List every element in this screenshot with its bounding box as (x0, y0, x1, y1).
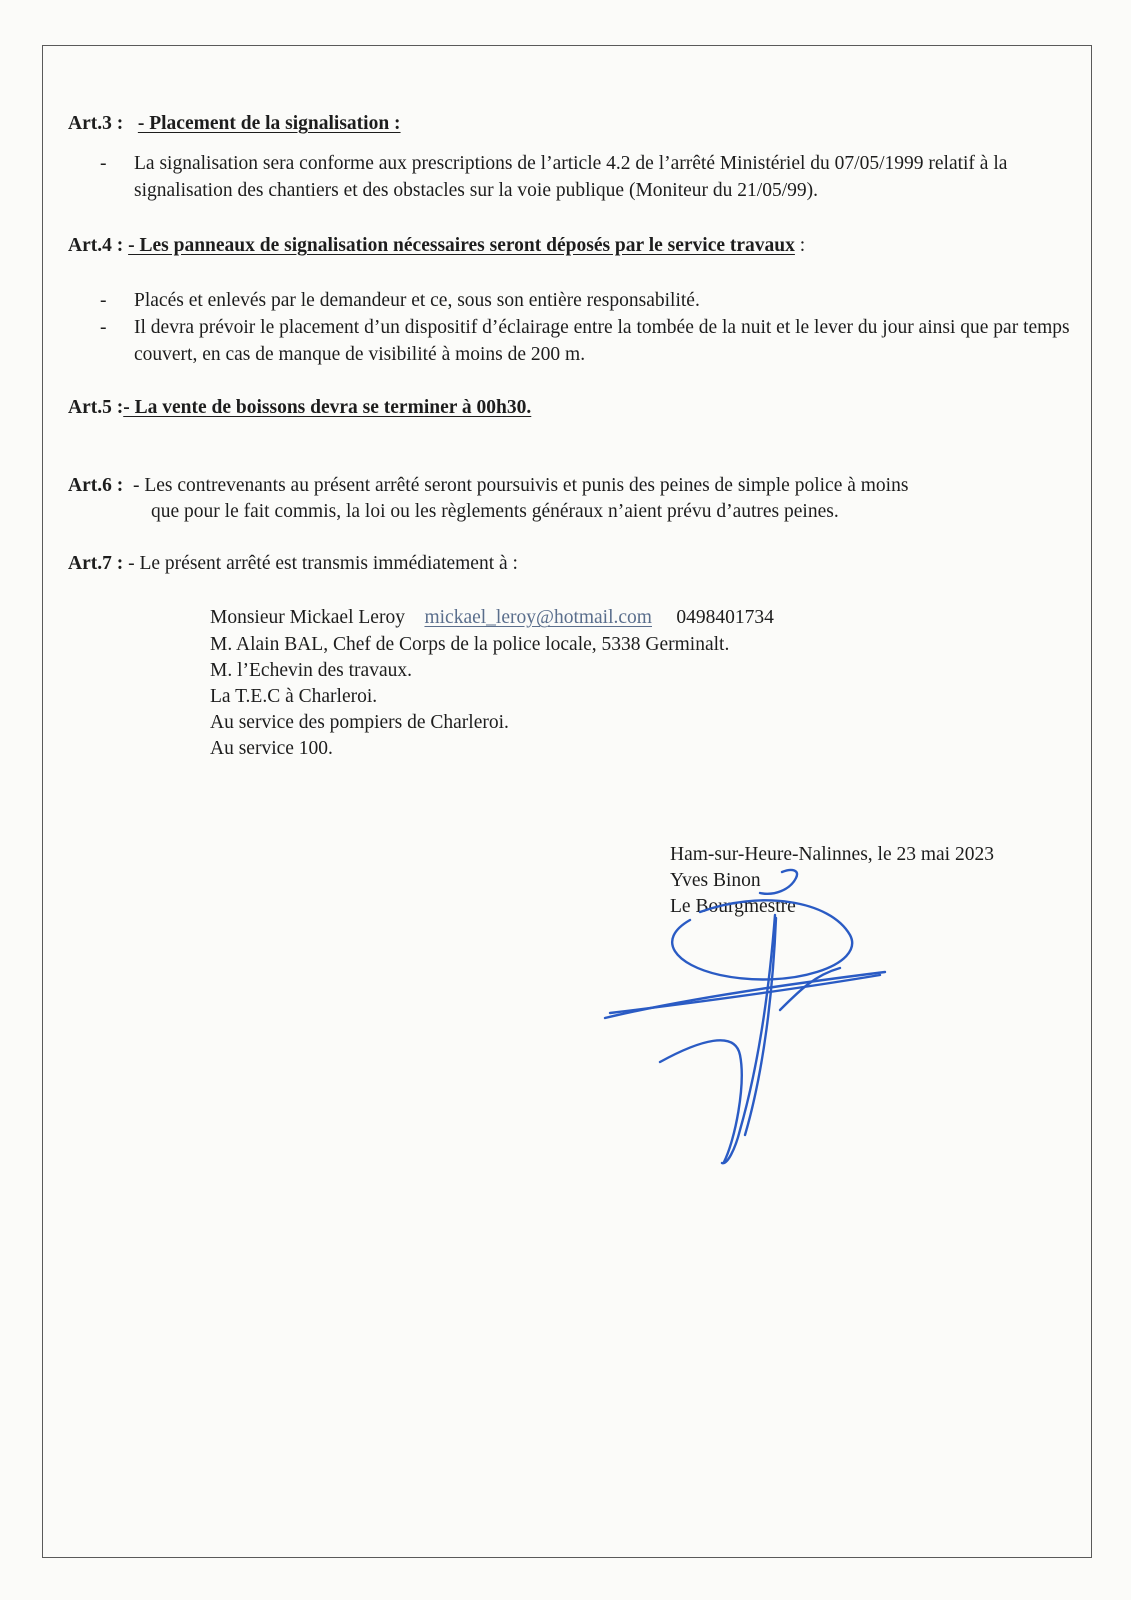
recipient-1-phone: 0498401734 (676, 607, 774, 628)
art6-label: Art.6 : (68, 475, 124, 496)
art7-label: Art.7 : (68, 553, 124, 574)
place-date: Ham-sur-Heure-Nalinnes, le 23 mai 2023 (670, 844, 994, 865)
recipient-2: M. Alain BAL, Chef de Corps de la police locale, 5338 Germinalt. (210, 634, 730, 655)
art3-label: Art.3 : (68, 113, 124, 134)
signatory-name: Yves Binon (670, 870, 761, 891)
recipient-3: M. l’Echevin des travaux. (210, 660, 412, 681)
art4-title: - Les panneaux de signalisation nécessaires seront déposés par le service travaux (128, 235, 795, 256)
art5-label: Art.5 : (68, 397, 124, 418)
recipient-6: Au service 100. (210, 738, 333, 759)
art4-bullet-dash-2: - (100, 317, 107, 338)
recipient-1-email[interactable]: mickael_leroy@hotmail.com (424, 607, 652, 628)
recipient-5: Au service des pompiers de Charleroi. (210, 712, 509, 733)
art3-title: - Placement de la signalisation : (137, 113, 401, 134)
art3-bullet-dash: - (100, 153, 107, 174)
art3-bullet-1: La signalisation sera conforme aux prescriptions de l’article 4.2 de l’arrêté Ministériel du 07/05/1999 relatif à la signalisation des chantiers et des obstacles sur la voie publique (Moniteur du 21/05/99). (134, 153, 1008, 201)
art4-bullet-2: Il devra prévoir le placement d’un dispositif d’éclairage entre la tombée de la nuit et le lever du jour ainsi que par temps couvert, en cas de manque de visibilité à moins de 200 m. (134, 317, 1070, 365)
art7-text: - Le présent arrêté est transmis immédiatement à : (128, 553, 518, 574)
art6-line1: - Les contrevenants au présent arrêté seront poursuivis et punis des peines de simple police à moins (132, 475, 909, 496)
art4-bullet-1: Placés et enlevés par le demandeur et ce, sous son entière responsabilité. (134, 290, 700, 311)
art4-label: Art.4 : (68, 235, 124, 256)
recipient-1-name: Monsieur Mickael Leroy (210, 607, 405, 628)
recipient-4: La T.E.C à Charleroi. (210, 686, 378, 707)
art5-title: - La vente de boissons devra se terminer à 00h30. (123, 397, 532, 418)
signatory-role: Le Bourgmestre (670, 896, 796, 917)
art4-suffix: : (794, 235, 806, 256)
art4-bullet-dash-1: - (100, 290, 107, 311)
art6-line2: que pour le fait commis, la loi ou les règlements généraux n’aient prévu d’autres peines. (151, 501, 839, 522)
